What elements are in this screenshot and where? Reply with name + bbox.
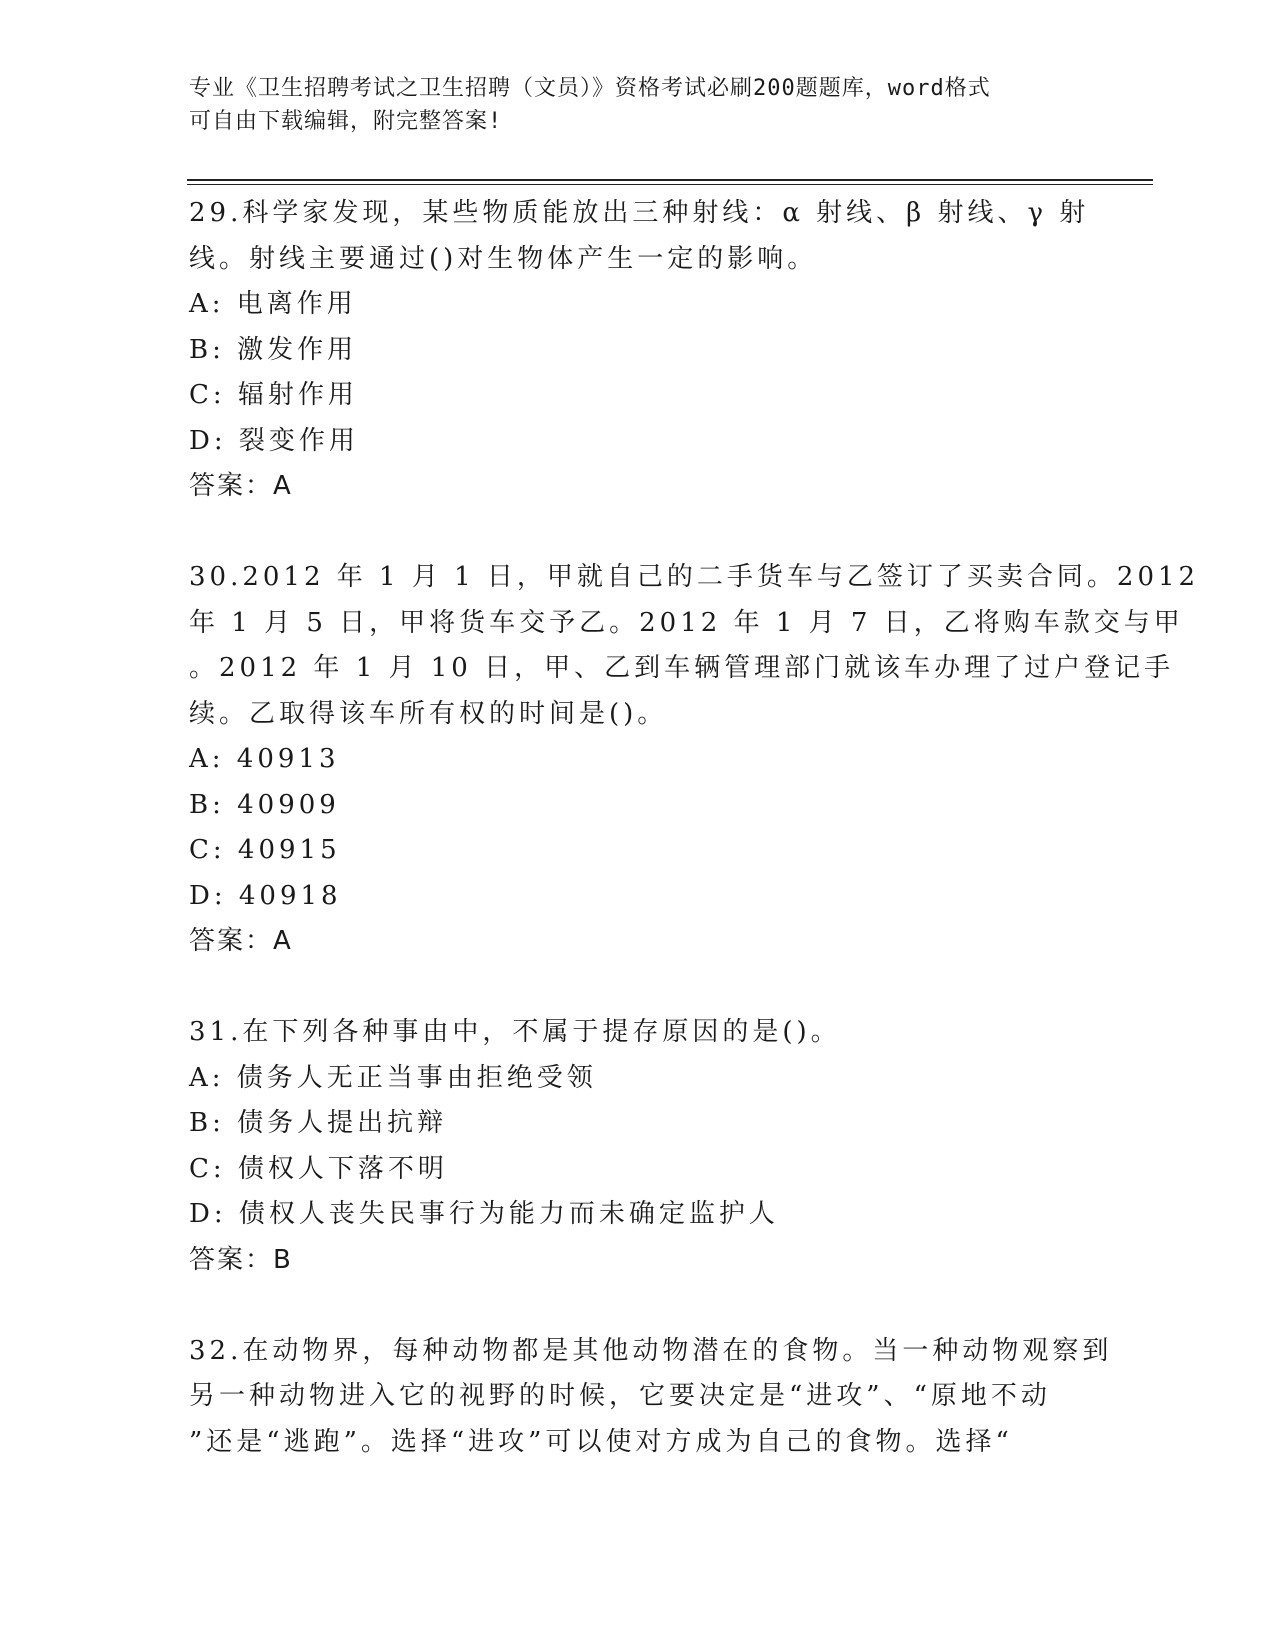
- header-line-2: 可自由下载编辑，附完整答案!: [189, 109, 503, 134]
- question-list: [189, 191, 1200, 1465]
- option-d: D: 40918: [189, 880, 342, 911]
- question-29: [189, 191, 1089, 510]
- option-c: C: 辐射作用: [189, 380, 358, 410]
- question-30: [189, 555, 1200, 965]
- question-gap: [189, 965, 1089, 1011]
- header-line-1: 专业《卫生招聘考试之卫生招聘（文员）》资格考试必刷200题题库，word格式: [189, 76, 991, 101]
- document-header: [189, 72, 1089, 138]
- question-stem-line: 32.在动物界，每种动物都是其他动物潜在的食物。当一种动物观察到: [189, 1335, 1113, 1366]
- question-stem-line: 线。射线主要通过()对生物体产生一定的影响。: [189, 243, 818, 274]
- question-32: [189, 1329, 1113, 1466]
- option-a: A: 40913: [189, 744, 340, 774]
- answer-line: 答案：A: [189, 926, 293, 956]
- question-31: [189, 1010, 1089, 1283]
- option-d: D: 债权人丧失民事行为能力而未确定监护人: [189, 1199, 779, 1229]
- question-gap: [189, 1283, 1089, 1329]
- question-stem-line: 30.2012 年 1 月 1 日，甲就自己的二手货车与乙签订了买卖合同。2012: [189, 562, 1200, 592]
- question-gap: [189, 510, 1089, 556]
- question-stem-line: 。2012 年 1 月 10 日，甲、乙到车辆管理部门就该车办理了过户登记手: [189, 653, 1175, 683]
- question-stem-line: ”还是“逃跑”。选择“进攻”可以使对方成为自己的食物。选择“: [189, 1426, 1013, 1457]
- option-b: B: 债务人提出抗辩: [189, 1108, 448, 1138]
- question-stem-line: 另一种动物进入它的视野的时候，它要决定是“进攻”、“原地不动: [189, 1381, 1051, 1411]
- option-b: B: 激发作用: [189, 334, 358, 365]
- option-a: A: 债务人无正当事由拒绝受领: [189, 1062, 597, 1093]
- question-stem-line: 年 1 月 5 日，甲将货车交予乙。2012 年 1 月 7 日，乙将购车款交与甲: [189, 607, 1184, 638]
- option-a: A: 电离作用: [189, 289, 357, 319]
- answer-line: 答案：A: [189, 471, 293, 501]
- header-rule-thick: [187, 179, 1153, 181]
- option-b: B: 40909: [189, 789, 340, 820]
- option-c: C: 40915: [189, 835, 341, 865]
- option-c: C: 债权人下落不明: [189, 1153, 448, 1184]
- question-stem-line: 31.在下列各种事由中，不属于提存原因的是()。: [189, 1017, 841, 1047]
- answer-line: 答案：B: [189, 1244, 293, 1275]
- option-d: D: 裂变作用: [189, 425, 359, 456]
- question-stem-line: 29.科学家发现，某些物质能放出三种射线：α 射线、β 射线、γ 射: [189, 198, 1090, 228]
- header-rule-thin: [187, 184, 1153, 185]
- question-stem-line: 续。乙取得该车所有权的时间是()。: [189, 698, 668, 729]
